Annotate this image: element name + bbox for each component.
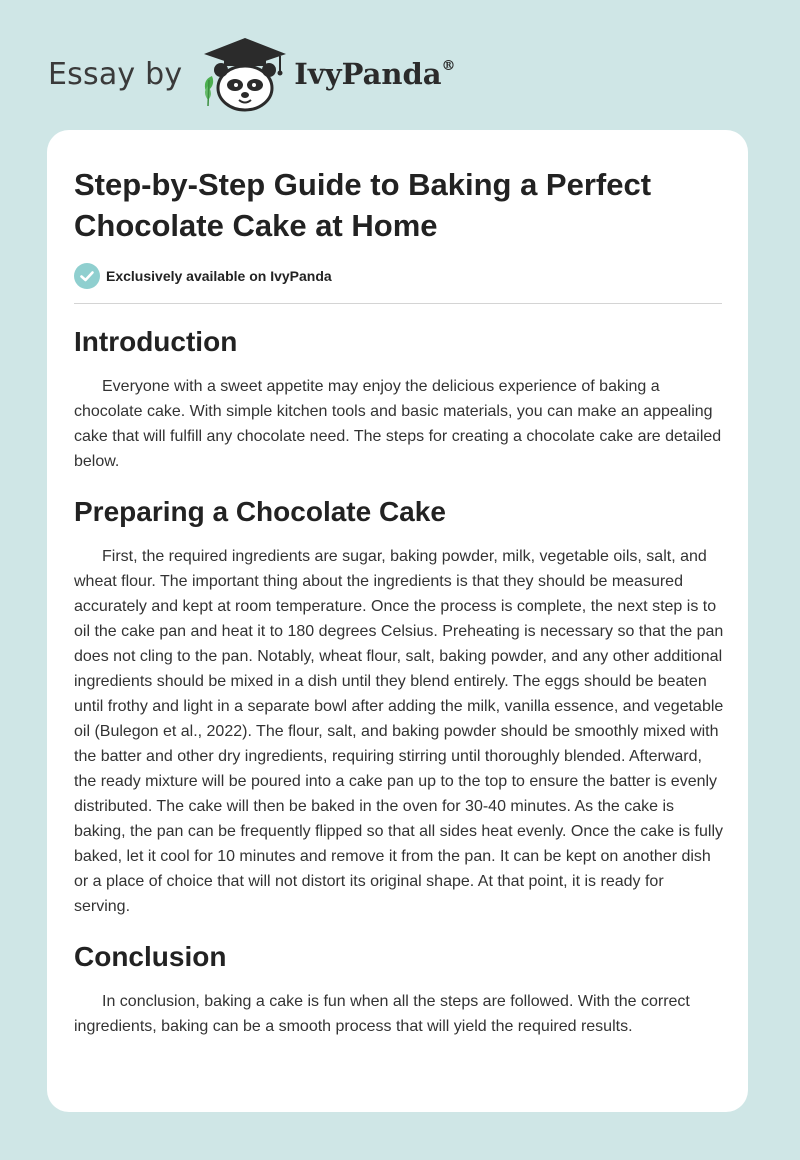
check-circle-icon <box>74 263 100 289</box>
section-heading: Conclusion <box>74 941 227 972</box>
brand-name-text: IvyPanda <box>294 57 442 91</box>
essay-title: Step-by-Step Guide to Baking a Perfect Chocolate Cake at Home <box>74 167 652 243</box>
panda-graduate-icon <box>200 36 290 112</box>
exclusive-badge <box>74 263 332 289</box>
section-paragraph: Everyone with a sweet appetite may enjoy the delicious experience of baking a chocolate cake. With simple kitchen tools and basic materials, you can make an appealing cake that will fulfill any chocolate need. The steps for creating a chocolate cake are detailed below. <box>74 378 722 470</box>
section-paragraph: First, the required ingredients are sugar, baking powder, milk, vegetable oils, salt, and wheat flour. The important thing about the ingredients is that they should be measured accurately and kept at room temperature. Once the process is complete, the next step is to oil the cake pan and heat it to 180 degrees Celsius. Preheating is necessary so that the pan does not cling to the pan. Notably, wheat flour, salt, baking powder, and any other additional ingredients should be mixed in a dish until they blend entirely. The eggs should be beaten until frothy and light in a separate bowl after adding the milk, vanilla essence, and vegetable oil (Bulegon et al., 2022). The flour, salt, and baking powder should be smoothly mixed with the batter and other dry ingredients, requiring stirring until thoroughly blended. Afterward, the ready mixture will be poured into a cake pan up to the top to ensure the batter is evenly distributed. The cake will then be baked in the oven for 30-40 minutes. As the cake is baking, the pan can be frequently flipped so that all sides heat evenly. Once the cake is fully baked, let it cool for 10 minutes and remove it from the pan. It can be kept on another dish or a place of choice that will not distort its original shape. At that point, it is ready for serving. <box>74 548 724 915</box>
brand-name <box>294 57 455 91</box>
brand-prefix: Essay by <box>48 56 183 92</box>
registered-mark: ® <box>441 58 456 74</box>
brand-header[interactable] <box>48 36 456 112</box>
section-introduction <box>74 320 724 474</box>
section-paragraph: In conclusion, baking a cake is fun when all the steps are followed. With the correct ingredients, baking can be a smooth process that will yield the required results. <box>74 993 690 1035</box>
essay-card <box>47 130 748 1112</box>
badge-text: Exclusively available on IvyPanda <box>106 268 332 284</box>
section-heading: Introduction <box>74 326 238 357</box>
section-preparing <box>74 490 724 919</box>
section-conclusion <box>74 935 724 1039</box>
essay-content <box>74 320 724 1039</box>
title-divider <box>74 303 722 304</box>
section-heading: Preparing a Chocolate Cake <box>74 496 446 527</box>
